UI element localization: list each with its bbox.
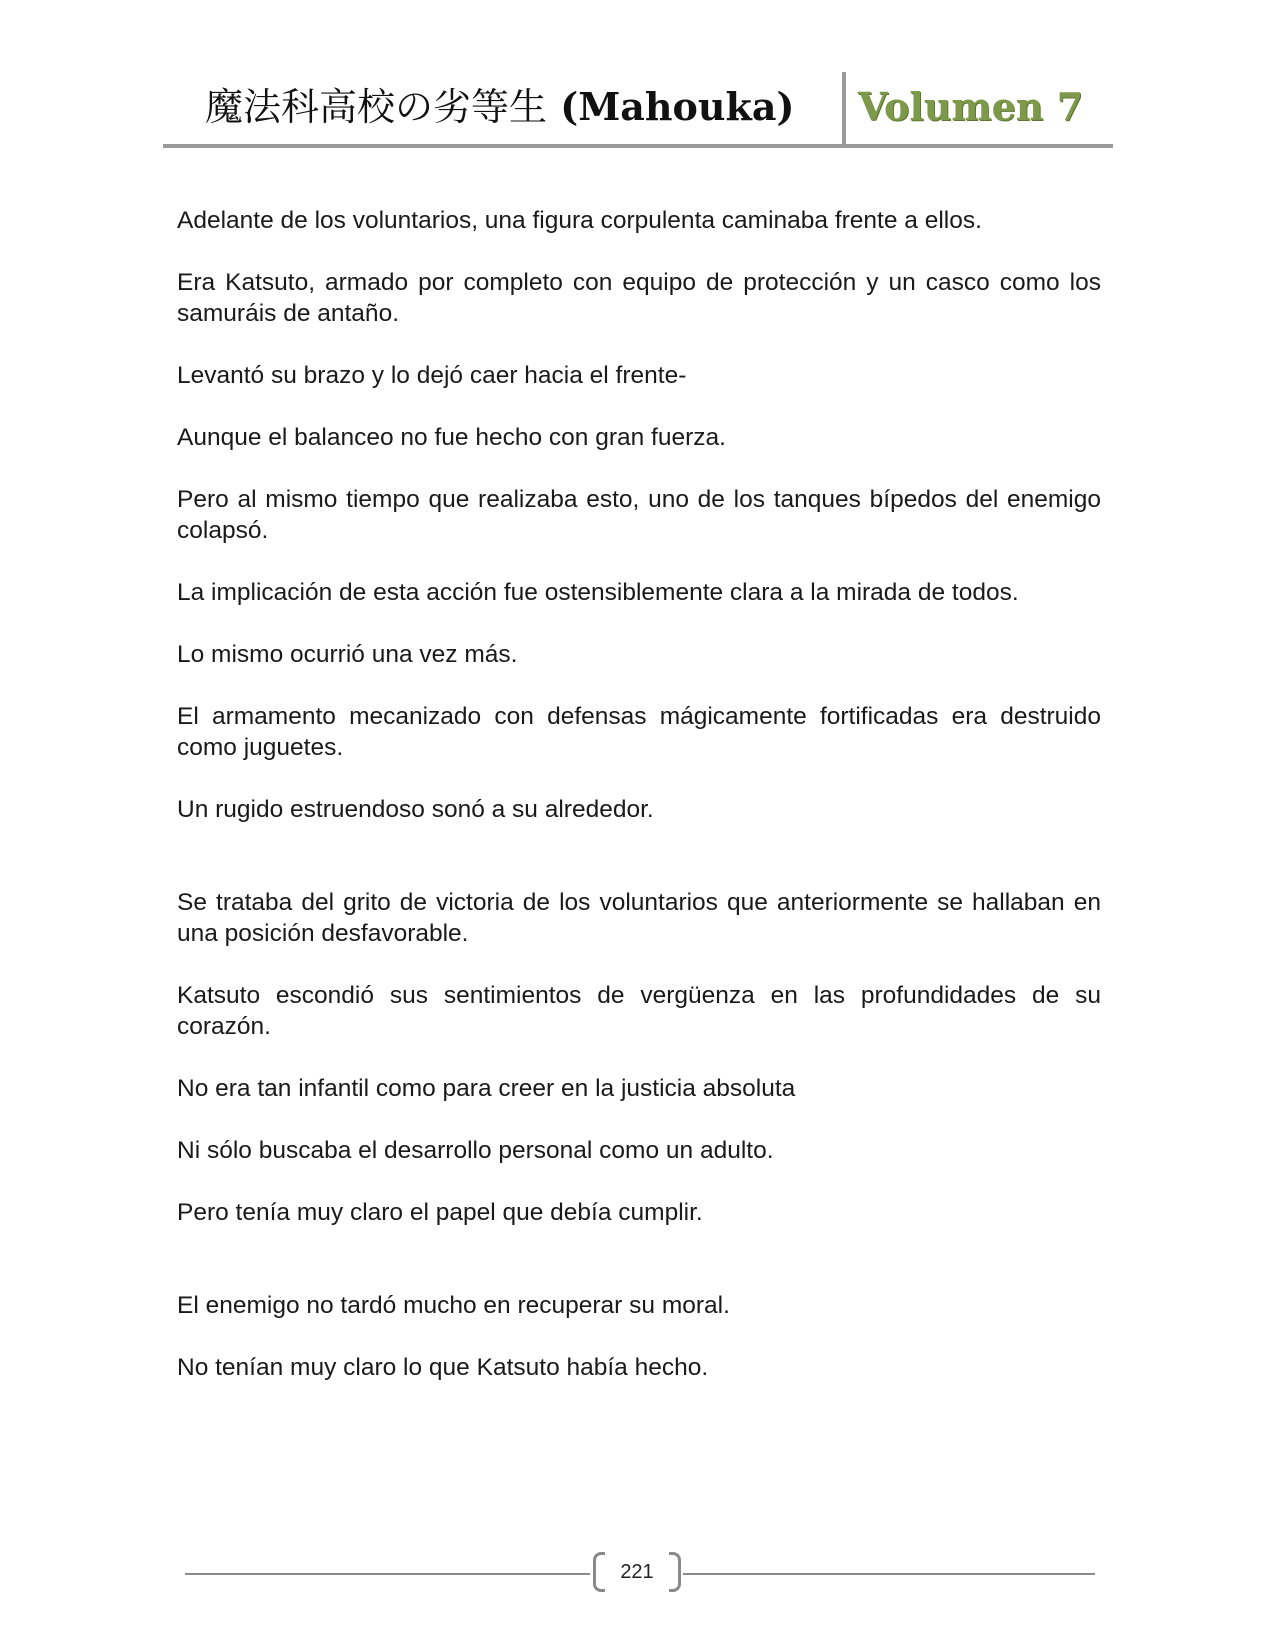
page-number: 221 xyxy=(620,1561,654,1583)
paragraph: El enemigo no tardó mucho en recuperar su moral. xyxy=(177,1292,730,1319)
left-brace-icon xyxy=(593,1552,605,1592)
paragraph: El armamento mecanizado con defensas mágicamente fortificadas era destruido como juguetes. xyxy=(177,703,1101,761)
header-rule xyxy=(163,144,1113,148)
footer-rule-right xyxy=(683,1573,1095,1575)
paragraph: No era tan infantil como para creer en la justicia absoluta xyxy=(177,1075,796,1102)
paragraph: Katsuto escondió sus sentimientos de vergüenza en las profundidades de su corazón. xyxy=(177,982,1101,1040)
paragraph: Aunque el balanceo no fue hecho con gran fuerza. xyxy=(177,424,726,451)
page-body xyxy=(177,205,1101,1414)
header-divider xyxy=(842,72,846,146)
paragraph: No tenían muy claro lo que Katsuto había hecho. xyxy=(177,1354,709,1381)
paragraph: Ni sólo buscaba el desarrollo personal como un adulto. xyxy=(177,1137,774,1164)
paragraph: Se trataba del grito de victoria de los voluntarios que anteriormente se hallaban en una posición desfavorable. xyxy=(177,889,1101,947)
right-brace-icon xyxy=(669,1552,681,1592)
paragraph: Levantó su brazo y lo dejó caer hacia el frente- xyxy=(177,362,687,389)
page-footer xyxy=(185,1548,1095,1598)
footer-rule-left xyxy=(185,1573,590,1575)
book-title xyxy=(205,84,794,130)
page-header xyxy=(163,70,1113,150)
paragraph: Un rugido estruendoso sonó a su alrededor. xyxy=(177,796,654,823)
paragraph: Pero tenía muy claro el papel que debía cumplir. xyxy=(177,1199,703,1226)
paragraph: Lo mismo ocurrió una vez más. xyxy=(177,641,518,668)
paragraph: Adelante de los voluntarios, una figura corpulenta caminaba frente a ellos. xyxy=(177,207,982,234)
paragraph: Pero al mismo tiempo que realizaba esto, uno de los tanques bípedos del enemigo colapsó. xyxy=(177,486,1101,544)
paragraph: La implicación de esta acción fue ostensiblemente clara a la mirada de todos. xyxy=(177,579,1019,606)
volume-label: Volumen 7 xyxy=(858,84,1084,129)
book-title-japanese: 魔法科高校の劣等生 xyxy=(205,85,548,129)
paragraph: Era Katsuto, armado por completo con equipo de protección y un casco como los samuráis de antaño. xyxy=(177,269,1101,327)
book-title-romaji: (Mahouka) xyxy=(547,84,795,129)
